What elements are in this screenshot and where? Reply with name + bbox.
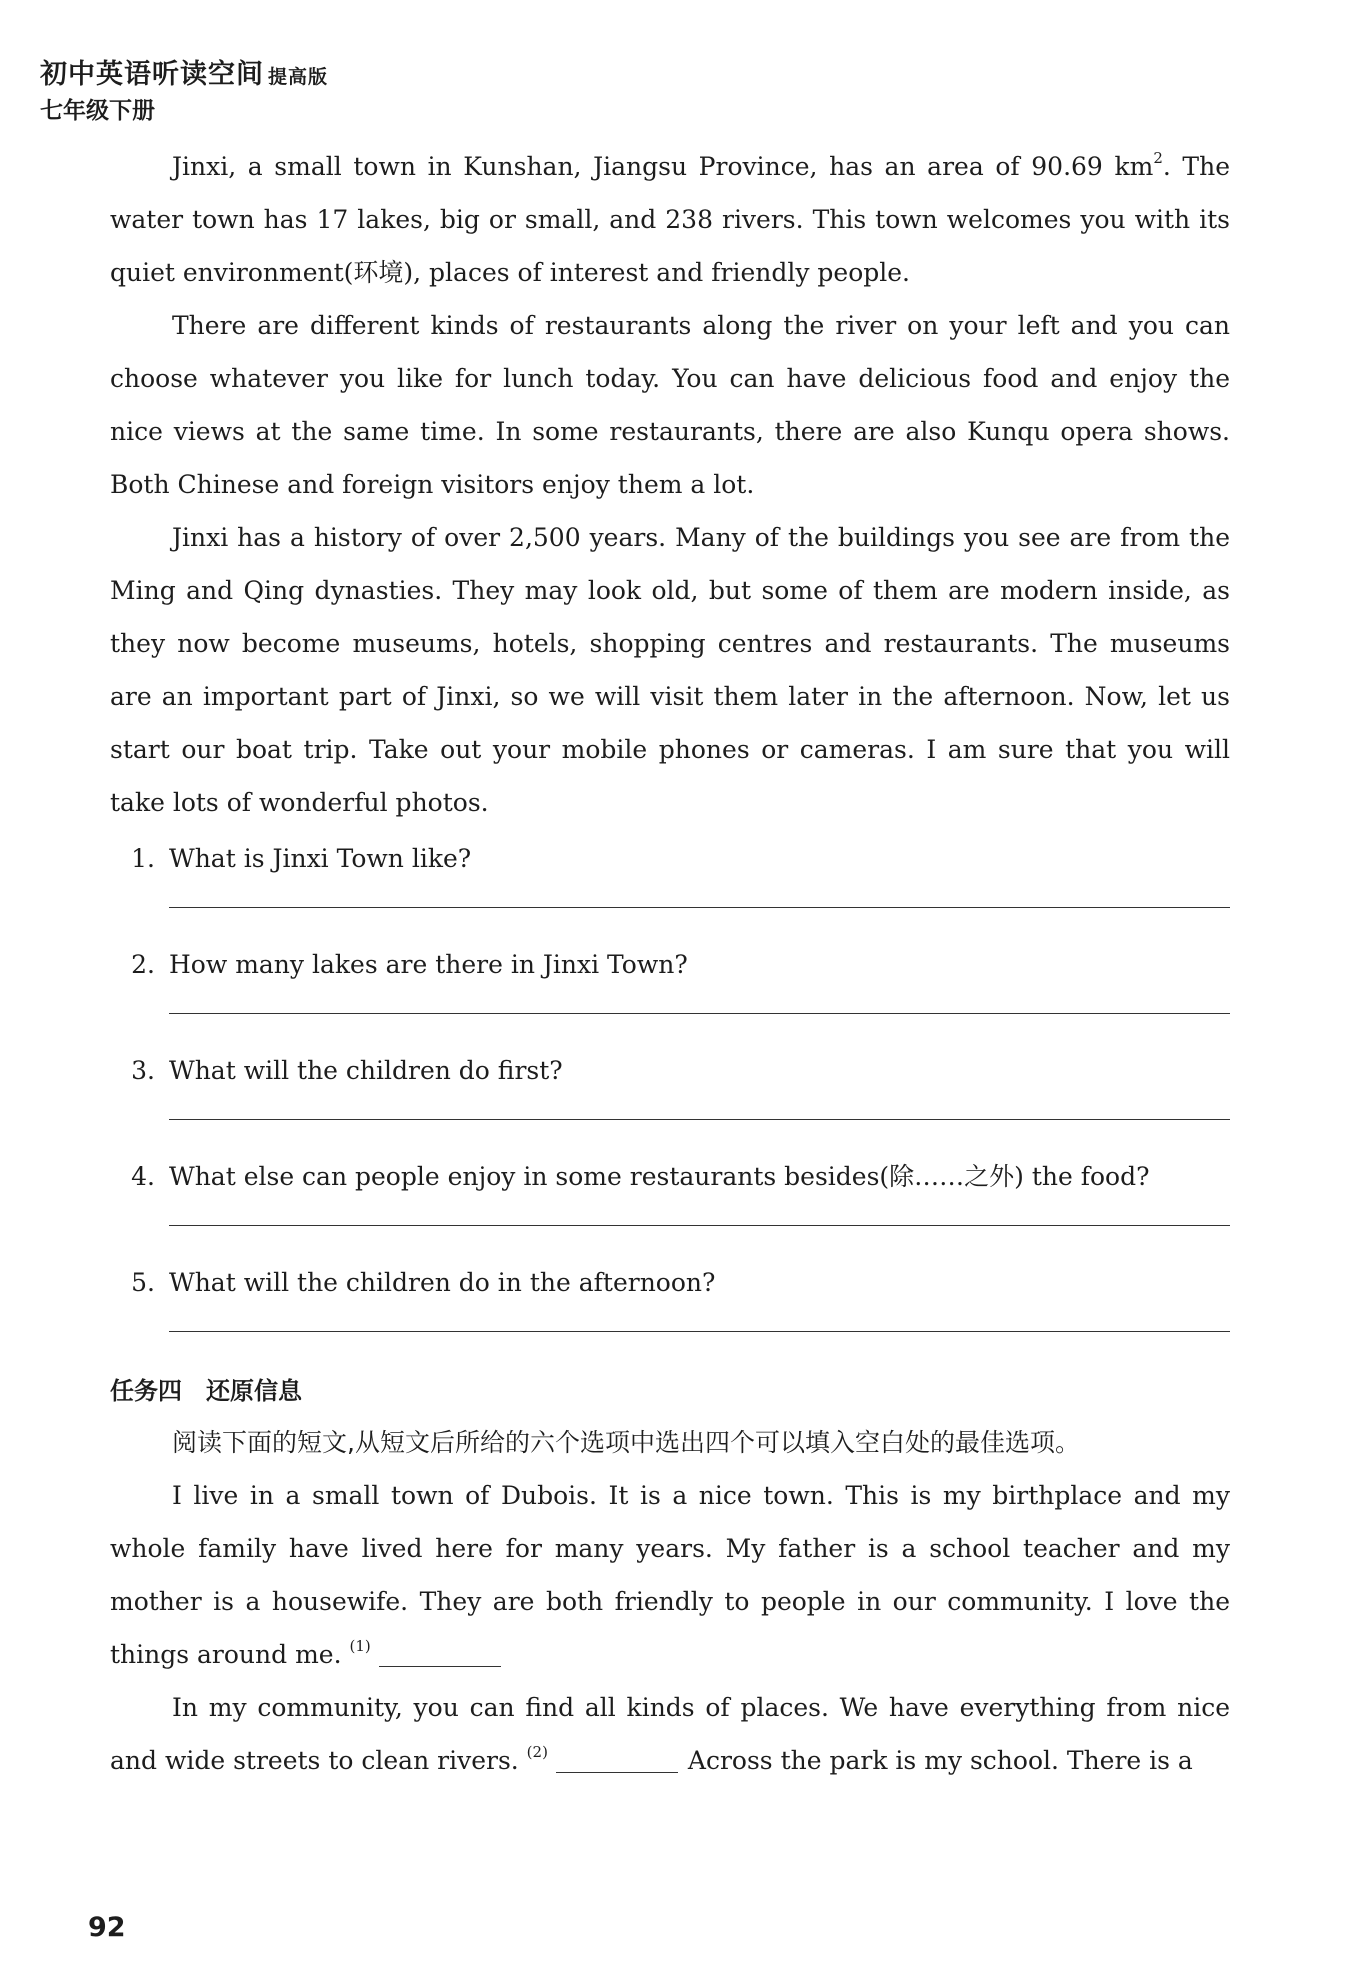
- superscript-2: 2: [1153, 149, 1163, 167]
- passage-paragraph-2: There are different kinds of restaurants along the river on your left and you can choose whatever you like for lunch today. You can have delicious food and enjoy the nice views at the same time. In some restaurants, there are also Kunqu opera shows. Both Chinese and foreign visitors enjoy them a lot.: [110, 311, 1230, 499]
- passage-paragraph-1: [110, 140, 1230, 299]
- blank-number-2: (2): [526, 1743, 548, 1761]
- page-number: 92: [88, 1912, 126, 1943]
- question-item: [110, 938, 1230, 1044]
- section-4: [110, 1364, 1230, 1787]
- section-paragraph-2: [110, 1681, 1230, 1787]
- question-item: [110, 832, 1230, 938]
- section-instruction: 阅读下面的短文,从短文后所给的六个选项中选出四个可以填入空白处的最佳选项。: [172, 1428, 1080, 1457]
- blank-2[interactable]: [556, 1742, 678, 1773]
- question-number: 3.: [131, 1056, 155, 1085]
- section-heading: [110, 1366, 1230, 1416]
- answer-line[interactable]: [169, 1013, 1230, 1014]
- section-title: 还原信息: [206, 1377, 302, 1405]
- question-item: [110, 1044, 1230, 1150]
- answer-line[interactable]: [169, 1331, 1230, 1332]
- question-text: What is Jinxi Town like?: [169, 844, 472, 873]
- blank-number-1: (1): [349, 1637, 371, 1655]
- s4-p2-text-b: Across the park is my school. There is a: [687, 1746, 1193, 1775]
- answer-line[interactable]: [169, 1119, 1230, 1120]
- section-label: 任务四: [110, 1377, 182, 1405]
- question-item: [110, 1256, 1230, 1362]
- answer-line[interactable]: [169, 1225, 1230, 1226]
- question-text: What else can people enjoy in some restaurants besides(除……之外) the food?: [169, 1162, 1150, 1191]
- question-number: 1.: [131, 844, 155, 873]
- edition-label: 提高版: [268, 66, 329, 88]
- passage-paragraph-3: Jinxi has a history of over 2,500 years. Many of the buildings you see are from the Ming and Qing dynasties. They may look old, but some of them are modern inside, as they now become museums, hotels, shopping centres and restaurants. The museums are an important part of Jinxi, so we will visit them later in the afternoon. Now, let us start our boat trip. Take out your mobile phones or cameras. I am sure that you will take lots of wonderful photos.: [110, 523, 1230, 817]
- series-title: [40, 52, 328, 91]
- question-number: 5.: [131, 1268, 155, 1297]
- answer-line[interactable]: [169, 907, 1230, 908]
- question-text: What will the children do in the afternoon?: [169, 1268, 716, 1297]
- section-paragraph-1: [110, 1469, 1230, 1681]
- s4-p2-text-a: In my community, you can find all kinds of places. We have everything from nice and wide streets to clean rivers.: [110, 1693, 1230, 1775]
- p1-text-b: . The water town has 17 lakes, big or small, and 238 rivers. This town welcomes you with its quiet environment(环境), places of interest and friendly people.: [110, 152, 1230, 287]
- question-number: 4.: [131, 1162, 155, 1191]
- question-number: 2.: [131, 950, 155, 979]
- grade-label: 七年级下册: [40, 98, 155, 124]
- question-item: [110, 1150, 1230, 1256]
- question-text: How many lakes are there in Jinxi Town?: [169, 950, 688, 979]
- question-text: What will the children do first?: [169, 1056, 563, 1085]
- blank-1[interactable]: [379, 1636, 501, 1667]
- reading-passage: [110, 140, 1230, 829]
- s4-p1-text: I live in a small town of Dubois. It is a nice town. This is my birthplace and my whole family have lived here for many years. My father is a school teacher and my mother is a housewife. They are both friendly to people in our community. I love the things around me.: [110, 1481, 1230, 1669]
- p1-text-a: Jinxi, a small town in Kunshan, Jiangsu Province, has an area of 90.69 km: [172, 152, 1154, 181]
- series-title-text: 初中英语听读空间: [40, 59, 264, 90]
- question-list: [110, 832, 1230, 1362]
